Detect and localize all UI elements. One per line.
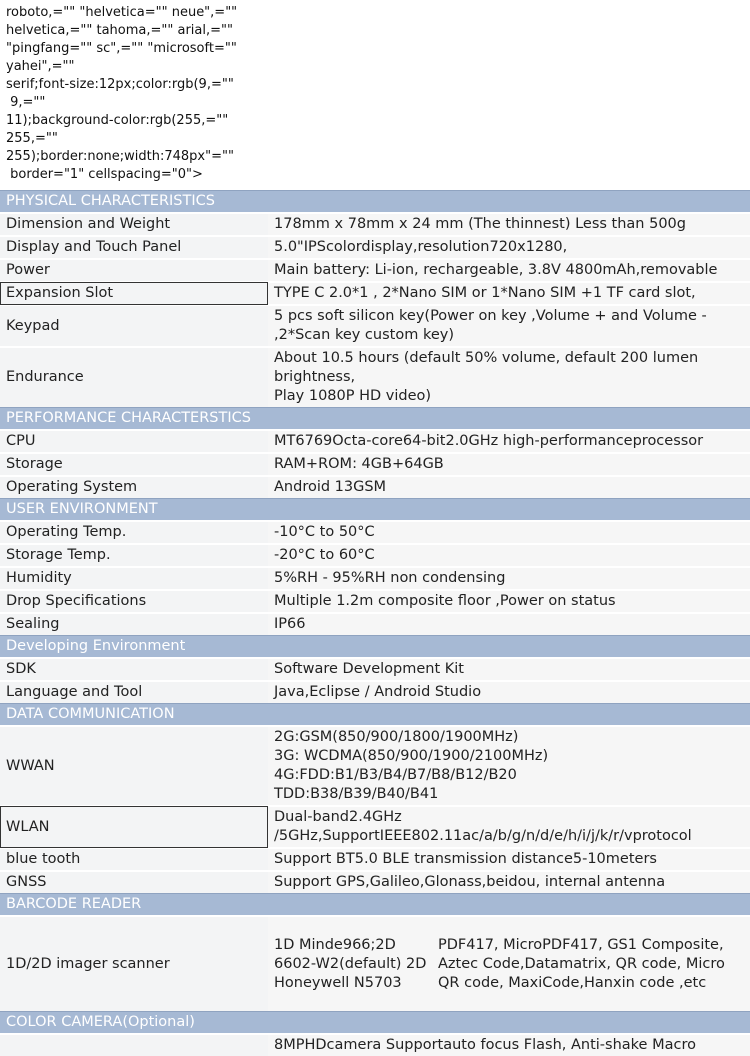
table-row	[0, 1034, 750, 1056]
section-title: COLOR CAMERA(Optional)	[0, 1012, 750, 1035]
section-title: BARCODE READER	[0, 894, 750, 917]
code-line: 9,=""	[6, 95, 46, 110]
row-value: 5%RH - 95%RH non condensing	[268, 567, 750, 590]
table-row	[0, 848, 750, 871]
table-row	[0, 305, 750, 347]
code-line: 255,=""	[6, 131, 58, 146]
row-label: blue tooth	[0, 848, 268, 871]
code-line: yahei",=""	[6, 59, 75, 74]
row-value: Main battery: Li-ion, rechargeable, 3.8V 4800mAh,removable	[268, 259, 750, 282]
section-title: Developing Environment	[0, 636, 750, 659]
row-label: WLAN	[0, 806, 268, 848]
row-value: Multiple 1.2m composite floor ,Power on status	[268, 590, 750, 613]
section-physical	[0, 191, 750, 214]
row-value	[268, 916, 750, 1012]
value-line: Dual-band2.4GHz	[274, 809, 402, 825]
table-row	[0, 613, 750, 636]
engine-list: 1D Minde966;2D 6602-W2(default) 2D Honeywell N5703	[274, 936, 427, 991]
row-label: Dimension and Weight	[0, 213, 268, 236]
value-line: /5GHz,SupportIEEE802.11ac/a/b/g/n/d/e/h/i/j/k/r/vprotocol	[274, 828, 692, 844]
table-row	[0, 347, 750, 408]
row-value: Android 13GSM	[268, 476, 750, 499]
row-value: -10°C to 50°C	[268, 521, 750, 544]
code-line: roboto,="" "helvetica="" neue",=""	[6, 5, 238, 20]
row-value: IP66	[268, 613, 750, 636]
row-value: 8MPHDcamera Supportauto focus Flash, Anti-shake Macro	[268, 1034, 750, 1056]
code-fragment	[6, 4, 276, 184]
table-row	[0, 430, 750, 453]
row-value: RAM+ROM: 4GB+64GB	[268, 453, 750, 476]
row-value	[268, 806, 750, 848]
row-value: Support GPS,Galileo,Glonass,beidou, internal antenna	[268, 871, 750, 894]
row-label: CPU	[0, 430, 268, 453]
table-row	[0, 476, 750, 499]
row-label: Operating Temp.	[0, 521, 268, 544]
row-value	[268, 347, 750, 408]
row-value: 178mm x 78mm x 24 mm (The thinnest) Less than 500g	[268, 213, 750, 236]
code-line: 11);background-color:rgb(255,=""	[6, 113, 229, 128]
code-line: 255);border:none;width:748px"=""	[6, 149, 234, 164]
row-value: Software Development Kit	[268, 658, 750, 681]
value-line: TDD:B38/B39/B40/B41	[274, 786, 439, 802]
section-user-environment	[0, 499, 750, 522]
section-data-communication	[0, 704, 750, 727]
row-label: WWAN	[0, 726, 268, 806]
row-label: Storage Temp.	[0, 544, 268, 567]
code-line: serif;font-size:12px;color:rgb(9,=""	[6, 77, 234, 92]
row-label: Power	[0, 259, 268, 282]
table-row	[0, 521, 750, 544]
row-label: Language and Tool	[0, 681, 268, 704]
table-row	[0, 453, 750, 476]
row-value: 5.0"IPScolordisplay,resolution720x1280,	[268, 236, 750, 259]
value-line: 3G: WCDMA(850/900/1900/2100MHz)	[274, 748, 549, 764]
row-value: Java,Eclipse / Android Studio	[268, 681, 750, 704]
section-title: PHYSICAL CHARACTERISTICS	[0, 191, 750, 214]
row-label: Drop Specifications	[0, 590, 268, 613]
row-label: 1D/2D imager scanner	[0, 916, 268, 1012]
row-label	[0, 1034, 268, 1056]
table-row	[0, 681, 750, 704]
row-label: Storage	[0, 453, 268, 476]
section-developing	[0, 636, 750, 659]
row-label: Operating System	[0, 476, 268, 499]
code-line: "pingfang="" sc",="" "microsoft=""	[6, 41, 237, 56]
table-row	[0, 236, 750, 259]
table-row	[0, 544, 750, 567]
table-row	[0, 567, 750, 590]
section-title: DATA COMMUNICATION	[0, 704, 750, 727]
code-line: helvetica,="" tahoma,="" arial,=""	[6, 23, 233, 38]
row-label: Display and Touch Panel	[0, 236, 268, 259]
value-line: About 10.5 hours (default 50% volume, default 200 lumen brightness,	[274, 350, 699, 385]
section-performance	[0, 408, 750, 431]
table-row	[0, 658, 750, 681]
row-value: MT6769Octa-core64-bit2.0GHz high-performanceprocessor	[268, 430, 750, 453]
row-label: Humidity	[0, 567, 268, 590]
row-label: GNSS	[0, 871, 268, 894]
spec-table	[0, 190, 750, 1056]
section-title: PERFORMANCE CHARACTERSTICS	[0, 408, 750, 431]
table-row	[0, 916, 750, 1012]
table-row	[0, 259, 750, 282]
table-row	[0, 871, 750, 894]
row-label: Expansion Slot	[0, 282, 268, 305]
section-barcode	[0, 894, 750, 917]
table-row	[0, 213, 750, 236]
row-label: Sealing	[0, 613, 268, 636]
value-line: 4G:FDD:B1/B3/B4/B7/B8/B12/B20	[274, 767, 517, 783]
table-row	[0, 806, 750, 848]
section-camera	[0, 1012, 750, 1035]
row-value	[268, 726, 750, 806]
row-value: -20°C to 60°C	[268, 544, 750, 567]
row-label: SDK	[0, 658, 268, 681]
symbology-list: PDF417, MicroPDF417, GS1 Composite, Aztec Code,Datamatrix, QR code, Micro QR code, MaxiCode,Hanxin code ,etc	[438, 936, 725, 991]
table-row	[0, 282, 750, 305]
row-value: Support BT5.0 BLE transmission distance5-10meters	[268, 848, 750, 871]
code-line: border="1" cellspacing="0">	[6, 167, 203, 182]
row-value: TYPE C 2.0*1 , 2*Nano SIM or 1*Nano SIM +1 TF card slot,	[268, 282, 750, 305]
row-label: Keypad	[0, 305, 268, 347]
table-row	[0, 590, 750, 613]
section-title: USER ENVIRONMENT	[0, 499, 750, 522]
table-row	[0, 726, 750, 806]
row-label: Endurance	[0, 347, 268, 408]
value-line: Play 1080P HD video)	[274, 388, 432, 404]
value-line: 2G:GSM(850/900/1800/1900MHz)	[274, 729, 519, 745]
row-value: 5 pcs soft silicon key(Power on key ,Volume + and Volume - ,2*Scan key custom key)	[268, 305, 750, 347]
